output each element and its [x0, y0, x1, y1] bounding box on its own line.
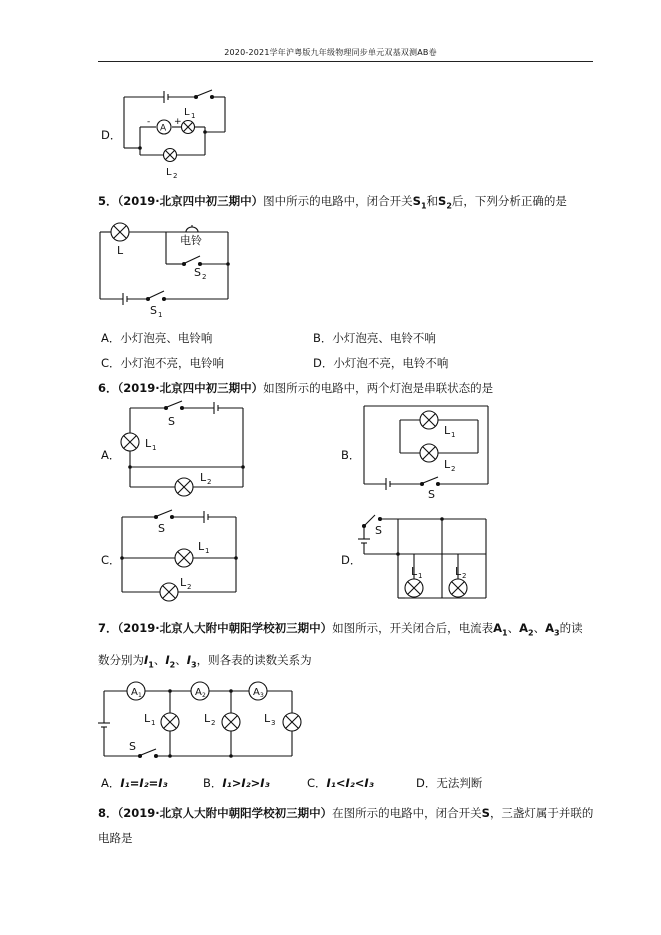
q6-option-b[interactable]: B． [341, 448, 361, 462]
bell-label: 电铃 [180, 234, 202, 247]
svg-text:L: L [184, 107, 190, 118]
svg-text:3: 3 [271, 719, 276, 727]
svg-text:L: L [411, 565, 418, 578]
svg-text:S: S [168, 415, 175, 428]
svg-text:+: + [174, 117, 182, 127]
svg-text:L: L [200, 471, 207, 484]
svg-text:L: L [455, 565, 462, 578]
svg-text:2: 2 [451, 465, 456, 473]
q6-option-a[interactable]: A． [101, 448, 121, 462]
svg-text:1: 1 [138, 692, 142, 699]
svg-text:L: L [144, 712, 151, 725]
svg-text:1: 1 [191, 112, 196, 120]
q8-stem-line2: 电路是 [98, 831, 133, 845]
q7-stem-line2: 数分别为$I_1$、$I_2$、$I_3$，则各表的读数关系为 [98, 653, 312, 670]
q8-stem-line1: 8．（2019·北京人大附中朝阳学校初三期中）在图所示的电路中，闭合开关S，三盏灯属于并联的 [98, 806, 594, 820]
svg-text:L: L [264, 712, 271, 725]
svg-text:1: 1 [418, 572, 423, 580]
q5-option-b[interactable]: B．小灯泡亮、电铃不响 [313, 331, 436, 345]
svg-text:L: L [444, 458, 451, 471]
svg-text:2: 2 [202, 692, 206, 699]
svg-text:S: S [150, 304, 157, 317]
q7-option-d[interactable]: D．无法判断 [416, 776, 483, 790]
q4-circuit-d [120, 85, 240, 180]
q7-option-a[interactable]: A．I₁=I₂=I₃ [101, 776, 168, 790]
svg-text:L: L [204, 712, 211, 725]
q5-stem: 5．（2019·北京四中初三期中）图中所示的电路中，闭合开关$S_1$和$S_2$后，下列分析正确的是 [98, 194, 567, 211]
svg-text:A: A [131, 687, 138, 698]
svg-text:S: S [129, 740, 136, 753]
q4-option-d-label: D． [101, 128, 122, 142]
q7-option-b[interactable]: B．I₁>I₂>I₃ [203, 776, 270, 790]
svg-text:L: L [444, 424, 451, 437]
q6-circuit-d [360, 508, 495, 613]
svg-text:L: L [180, 576, 187, 589]
svg-text:L: L [145, 437, 152, 450]
q6-circuit-b [360, 400, 495, 505]
svg-text:1: 1 [152, 444, 157, 452]
q6-circuit-c [118, 508, 253, 613]
svg-text:2: 2 [173, 172, 178, 180]
q6-circuit-a [118, 400, 253, 505]
q7-option-c[interactable]: C．I₁<I₂<I₃ [307, 776, 374, 790]
svg-text:S: S [375, 524, 382, 537]
page-header: 2020-2021学年沪粤版九年级物理同步单元双基双测AB卷 [224, 48, 437, 57]
svg-text:-: - [147, 117, 151, 127]
svg-text:1: 1 [151, 719, 156, 727]
svg-text:S: S [158, 522, 165, 535]
q6-option-d[interactable]: D． [341, 553, 362, 567]
q6-stem: 6．（2019·北京四中初三期中）如图所示的电路中，两个灯泡是串联状态的是 [98, 381, 494, 395]
svg-text:1: 1 [158, 311, 163, 319]
q5-option-c[interactable]: C．小灯泡不亮，电铃响 [101, 356, 225, 370]
svg-text:2: 2 [187, 583, 192, 591]
svg-text:1: 1 [205, 547, 210, 555]
svg-text:2: 2 [462, 572, 467, 580]
q7-circuit [96, 680, 306, 765]
q6-option-c[interactable]: C． [101, 553, 121, 567]
header-rule [98, 61, 593, 62]
svg-text:A: A [253, 687, 260, 698]
svg-text:1: 1 [451, 431, 456, 439]
svg-text:2: 2 [202, 273, 207, 281]
q5-circuit [96, 212, 236, 322]
q5-option-a[interactable]: A．小灯泡亮、电铃响 [101, 331, 213, 345]
svg-text:A: A [195, 687, 202, 698]
ammeter-a-label: A [160, 123, 167, 134]
q5-option-d[interactable]: D．小灯泡不亮，电铃不响 [313, 356, 449, 370]
svg-text:2: 2 [211, 719, 216, 727]
svg-text:S: S [428, 488, 435, 501]
svg-text:L: L [166, 167, 172, 178]
lamp-label: L [117, 244, 124, 257]
svg-text:S: S [194, 266, 201, 279]
q7-stem-line1: 7．（2019·北京人大附中朝阳学校初三期中）如图所示，开关闭合后，电流表$A_1$、$A_2$、$A_3$的读 [98, 621, 583, 638]
svg-text:2: 2 [207, 478, 212, 486]
svg-text:3: 3 [260, 692, 264, 699]
svg-text:L: L [198, 540, 205, 553]
